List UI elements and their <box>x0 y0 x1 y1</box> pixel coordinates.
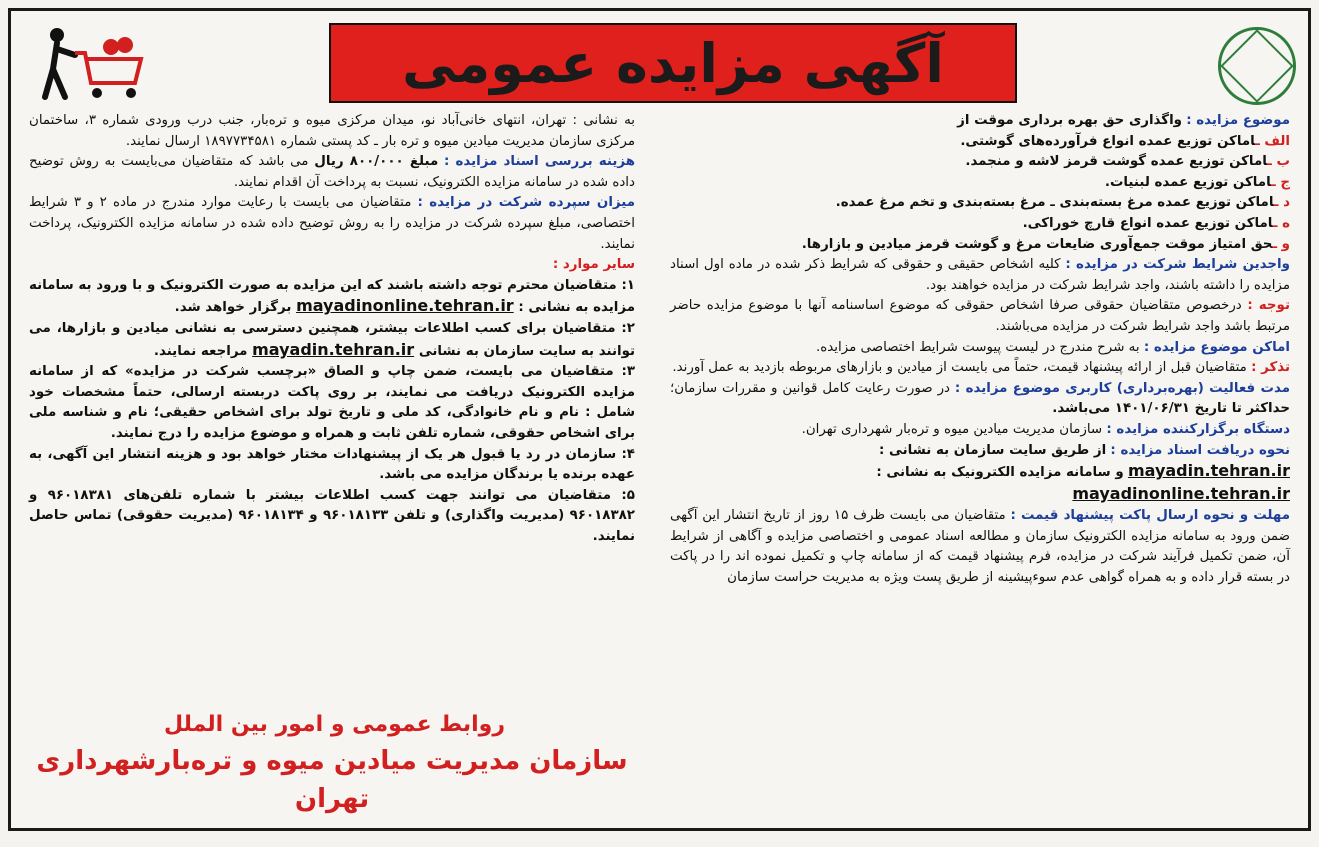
online-auction-link[interactable]: mayadinonline.tehran.ir <box>1072 483 1290 503</box>
list-item: ج ـاماکن توزیع عمده لبنیات. <box>1104 174 1290 190</box>
shopping-cart-icon <box>35 25 155 105</box>
duration-text: در صورت رعایت کامل قوانین و مقررات سازمان؛ <box>670 380 951 396</box>
places-label: اماکن موضوع مزایده : <box>1143 339 1290 355</box>
fee-label: هزینه بررسی اسناد مزایده : <box>444 154 635 170</box>
places-text: به شرح مندرج در لیست پیوست شرایط اختصاصی مزایده. <box>815 339 1140 355</box>
docs-label: نحوه دریافت اسناد مزایده : <box>1110 442 1290 458</box>
fee-amount: مبلغ ۸۰۰/۰۰۰ ریال <box>314 154 439 170</box>
site-link[interactable]: mayadin.tehran.ir <box>1127 461 1290 481</box>
list-item: ۳: متقاضیان می بایست، ضمن چاپ و الصاق «برچسب شرکت در مزایده» که از سامانه مزایده الکترونیک دریافت می نمایند، بر روی پاکت دربسته ارسالی، حتماً مشخصات خود شامل : نام و نام خانوادگی، کد ملی و تاریخ تولد برای اشخاص حقیقی؛ نام و شناسه ملی برای اشخاص حقوقی، شماره تلفن ثابت و همراه و موضوع مزایده را درج نمایند. <box>29 364 635 441</box>
municipality-logo-icon <box>1218 27 1296 105</box>
notice-page <box>8 8 1311 831</box>
list-item: د ـاماکن توزیع عمده مرغ بسته‌بندی ـ مرغ بسته‌بندی و تخم مرغ عمده. <box>835 195 1290 211</box>
list-item: ۱: متقاضیان محترم توجه داشته باشند که این مزایده به صورت الکترونیک و با ورود به سامانه مزایده به نشانی : mayadinonline.tehran.ir برگزار خواهد شد. <box>29 277 635 316</box>
page-title: آگهی مزایده عمومی <box>402 31 944 95</box>
subject-text: واگذاری حق بهره برداری موقت از <box>957 113 1182 128</box>
other-label: سایر موارد : <box>552 257 635 273</box>
reminder-label: تذکر : <box>1251 360 1290 376</box>
subject-label: موضوع مزایده : <box>1186 113 1290 128</box>
note-label: توجه : <box>1247 298 1290 314</box>
eligible-text: کلیه اشخاص حقیقی و حقوقی که شرایط ذکر شده در ماده اول اسناد مزایده را داشته باشند، واجد شرایط شرکت در مزایده خواهند بود. <box>670 257 1290 293</box>
title-banner <box>329 23 1017 103</box>
eligible-label: واجدین شرایط شرکت در مزایده : <box>1065 257 1290 273</box>
footer-line-2: سازمان مدیریت میادین میوه و تره‌بارشهرداری تهران <box>36 746 628 814</box>
footer-line-1: روابط عمومی و امور بین الملل <box>164 712 505 737</box>
duration-label: مدت فعالیت (بهره‌برداری) کاربری موضوع مزایده : <box>954 380 1290 396</box>
docs-text-1: از طریق سایت سازمان به نشانی : <box>879 442 1107 458</box>
address-text: به نشانی : تهران، انتهای خانی‌آباد نو، میدان مرکزی میوه و تره‌بار، جنب درب ورودی شماره ۳، ساختمان مرکزی سازمان مدیریت میادین میوه و تره بار ـ کد پستی شماره ۱۸۹۷۷۳۴۵۸۱ ارسال نمایند. <box>29 113 636 149</box>
left-column <box>29 111 635 547</box>
docs-text-2: و سامانه مزایده الکترونیک به نشانی : <box>876 465 1124 481</box>
deposit-text: متقاضیان می بایست با رعایت موارد مندرج در ماده ۲ و ۳ شرایط اختصاصی، مبلغ سپرده شرکت در مزایده را به روش توضیح داده شده در سامانه مزایده الکترونیک، پرداخت نمایند. <box>29 195 635 252</box>
list-item: و ـحق امتیاز موقت جمع‌آوری ضایعات مرغ و گوشت قرمز میادین و بازارها. <box>801 236 1290 252</box>
footer-signature <box>29 708 635 818</box>
organizer-label: دستگاه برگزارکننده مزایده : <box>1106 421 1290 437</box>
right-column <box>670 111 1290 589</box>
duration-date: حداکثر تا تاریخ ۱۴۰۱/۰۶/۳۱ می‌باشد. <box>1052 401 1290 417</box>
list-item: ه ـاماکن توزیع عمده انواع قارچ خوراکی. <box>1022 215 1290 231</box>
list-item: ۵: متقاضیان می توانند جهت کسب اطلاعات بیشتر با شماره تلفن‌های ۹۶۰۱۸۳۸۱ و ۹۶۰۱۸۳۸۲ (مدیریت واگذاری) و تلفن ۹۶۰۱۸۱۳۳ و ۹۶۰۱۸۱۳۴ (مدیریت حقوقی) تماس حاصل نمایند. <box>29 487 635 544</box>
note-text: درخصوص متقاضیان حقوقی صرفا اشخاص حقوقی که موضوع اساسنامه آنها با موضوع مزایده حاضر مرتبط باشد واجد شرایط شرکت در مزایده می‌باشند. <box>670 298 1290 334</box>
header <box>11 17 1308 109</box>
site-link[interactable]: mayadin.tehran.ir <box>252 339 415 359</box>
deposit-label: میزان سپرده شرکت در مزایده : <box>417 195 635 211</box>
reminder-text: متقاضیان قبل از ارائه پیشنهاد قیمت، حتماً می بایست از میادین و بازارهای مربوطه بازدید به عمل آورند. <box>672 360 1247 376</box>
organizer-text: سازمان مدیریت میادین میوه و تره‌بار شهرداری تهران. <box>801 421 1103 437</box>
list-item: الف ـاماکن توزیع عمده انواع فرآورده‌های گوشتی. <box>960 133 1290 149</box>
online-auction-link[interactable]: mayadinonline.tehran.ir <box>296 296 514 316</box>
deadline-label: مهلت و نحوه ارسال پاکت پیشنهاد قیمت : <box>1010 508 1290 524</box>
list-item: ۲: متقاضیان برای کسب اطلاعات بیشتر، همچنین دسترسی به نشانی میادین و بازارها، می توانند به سایت سازمان به نشانی mayadin.tehran.ir مراجعه نمایند. <box>29 320 635 359</box>
list-item: ۴: سازمان در رد یا قبول هر یک از پیشنهادات مختار خواهد بود و هزینه انتشار این آگهی، به عهده برنده یا برندگان مزایده می باشد. <box>29 446 635 483</box>
deadline-text: متقاضیان می بایست ظرف ۱۵ روز از تاریخ انتشار این آگهی ضمن ورود به سامانه مزایده الکترونیک سازمان و مطالعه اسناد عمومی و اختصاصی مزایده و آگاهی از شرایط آن، ضمن تکمیل فرآیند شرکت در مزایده، فرم پیشنهاد قیمت که از سامانه چاپ و تکمیل نموده اند را در پاکت در بسته قرار داده و به همراه گواهی عدم سوءپیشینه از طریق پست ویژه به مدیریت حراست سازمان <box>670 508 1290 586</box>
list-item: ب ـاماکن توزیع عمده گوشت قرمز لاشه و منجمد. <box>965 154 1290 170</box>
fee-text: می باشد که متقاضیان می‌بایست به روش توضیح داده شده در سامانه مزایده الکترونیک، نسبت به پرداخت آن اقدام نمایند. <box>29 154 635 190</box>
